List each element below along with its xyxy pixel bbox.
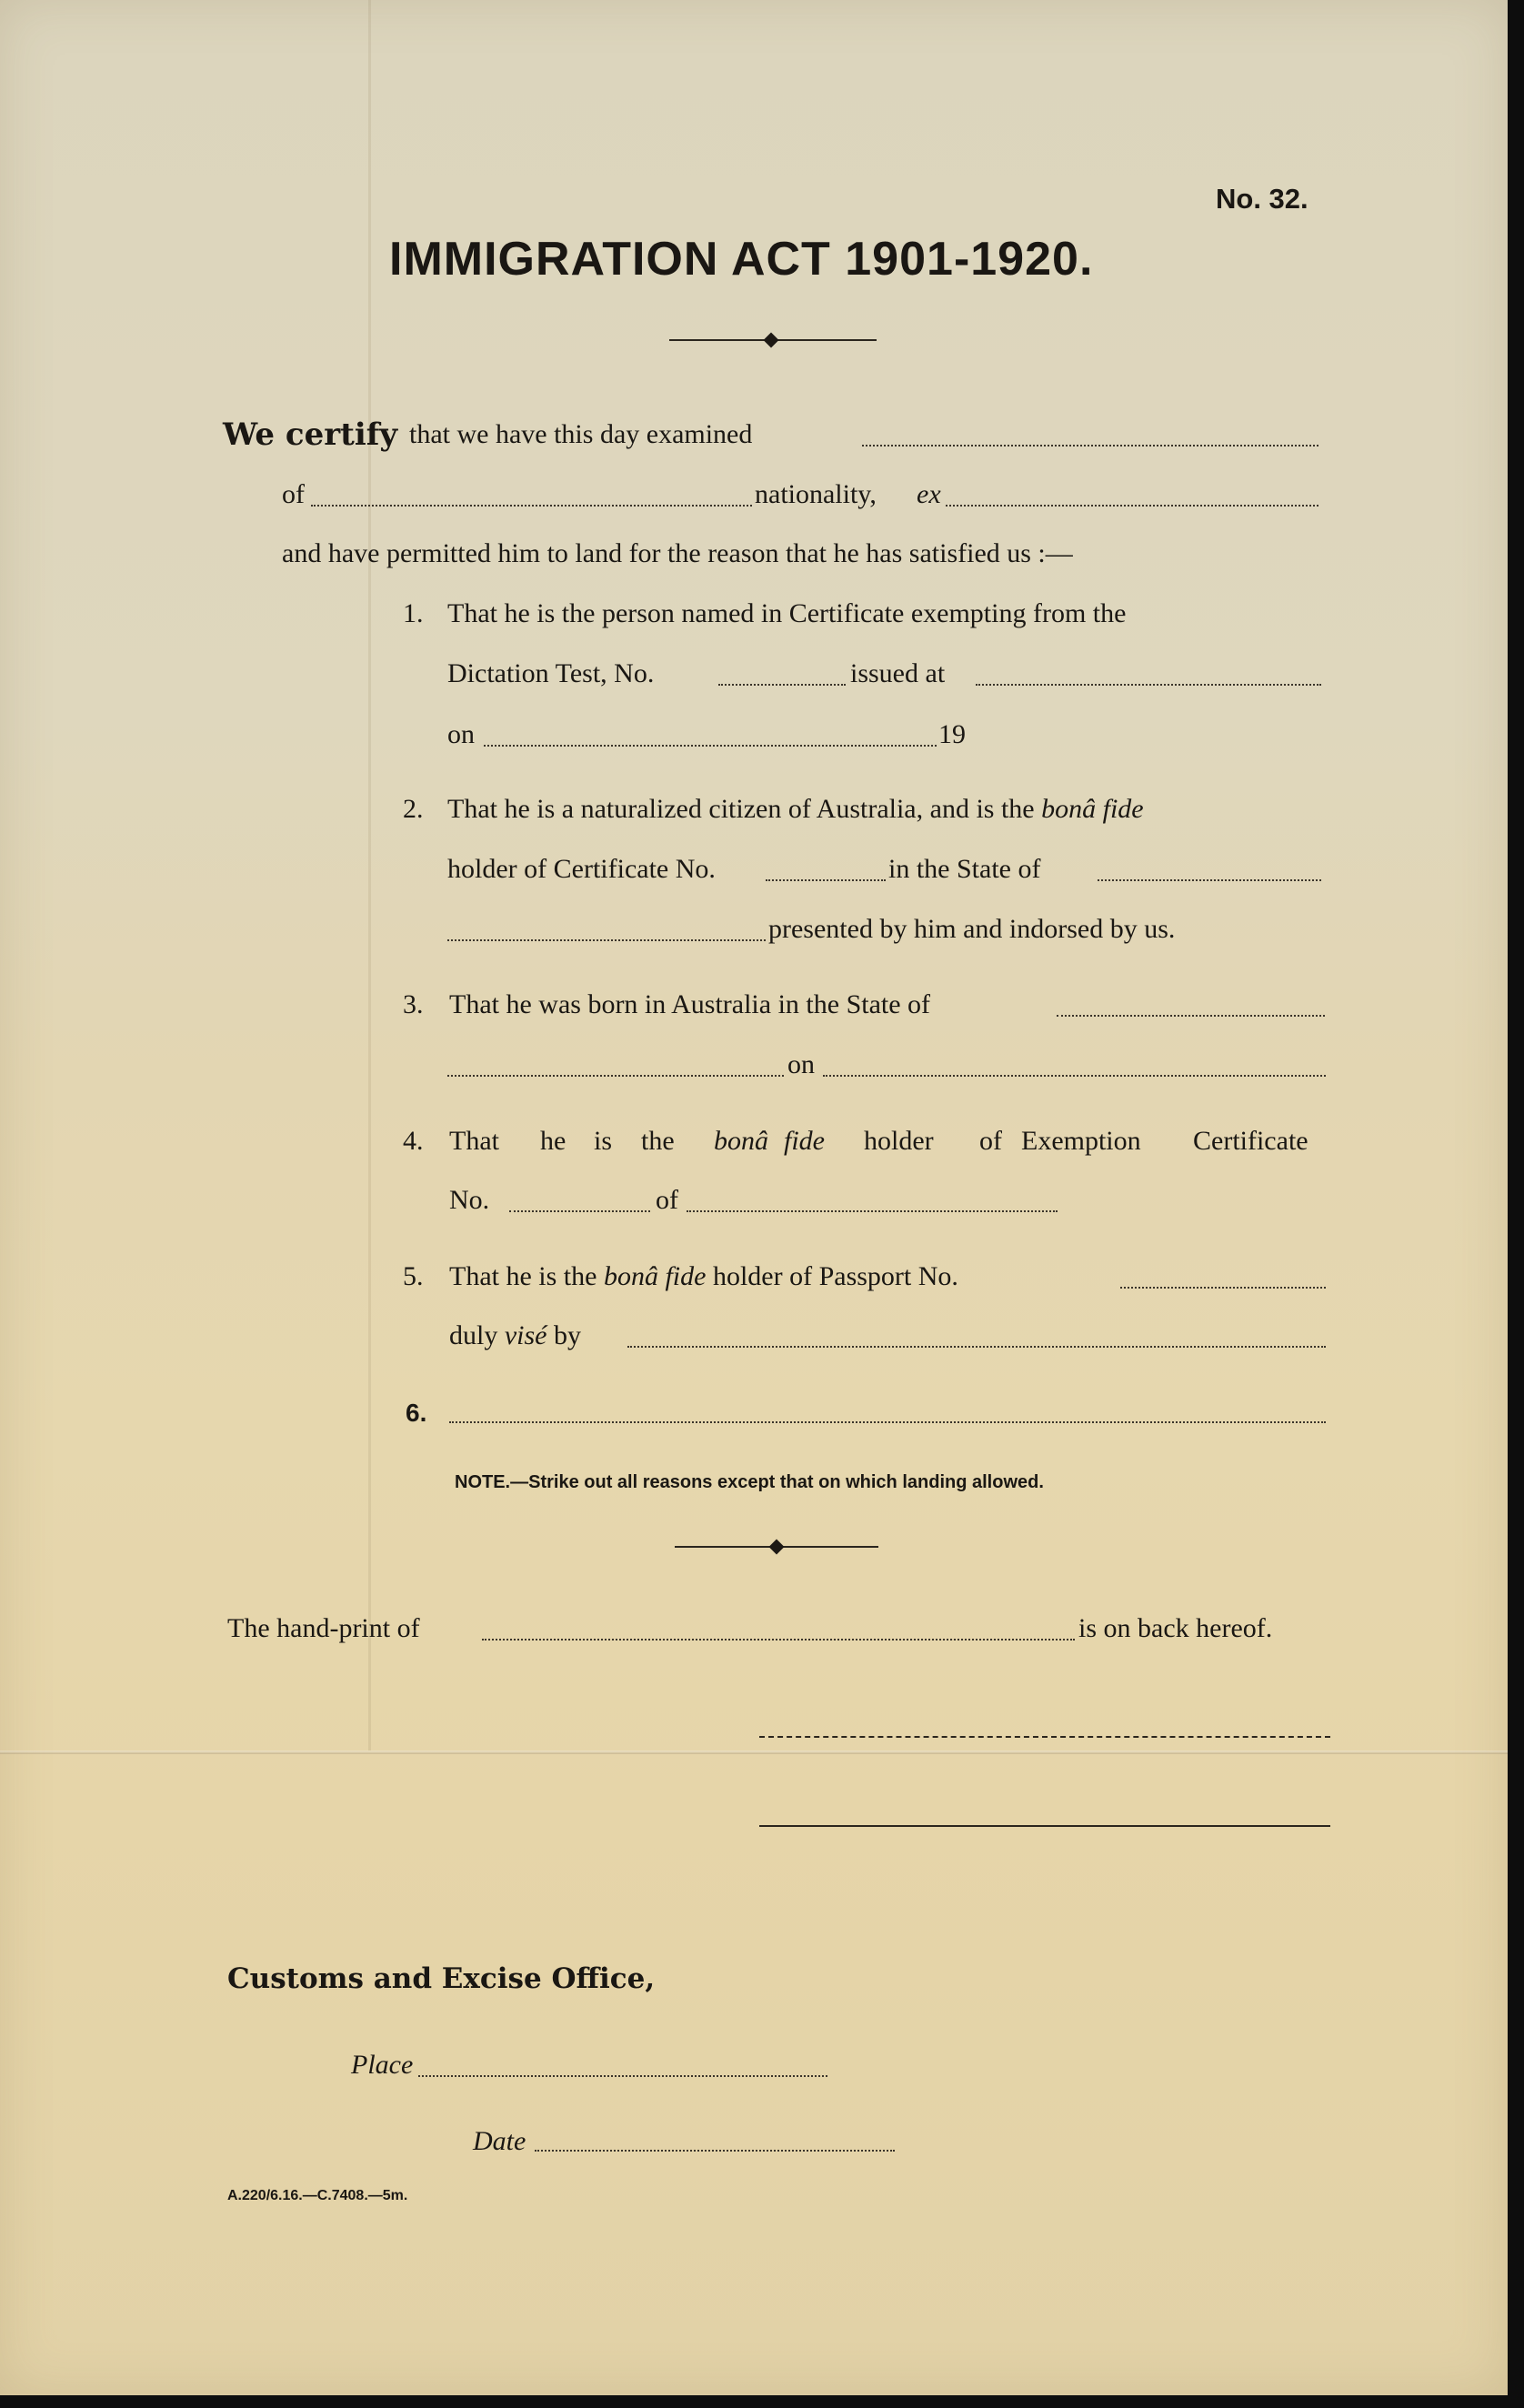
reason-4-number: 4. [403, 1126, 424, 1156]
exemption-no-label: No. [449, 1185, 490, 1215]
reason-4-word-that: That [449, 1126, 499, 1156]
printer-code: A.220/6.16.—C.7408.—5m. [227, 2188, 408, 2203]
reason-4-word-of: of [979, 1126, 1002, 1156]
page-title: IMMIGRATION ACT 1901-1920. [389, 233, 1094, 286]
reason-5-text: That he is the bonâ fide holder of Passport No. [449, 1261, 958, 1291]
state-of-label: in the State of [888, 854, 1041, 884]
ship-field[interactable] [946, 505, 1318, 507]
nationality-label: nationality, [755, 479, 877, 509]
handprint-back-text: is on back hereof. [1078, 1613, 1273, 1643]
reason-6-number: 6. [406, 1399, 427, 1427]
certificate-number-field[interactable] [766, 879, 886, 881]
reason-5-number: 5. [403, 1261, 424, 1291]
reason-1-text: That he is the person named in Certificate exempting from the [447, 598, 1127, 628]
form-number: No. 32. [1216, 183, 1308, 215]
presented-text: presented by him and indorsed by us. [768, 914, 1176, 944]
reason-4-word-fide: fide [784, 1126, 825, 1156]
dictation-test-number-field[interactable] [718, 684, 846, 686]
date-label: Date [473, 2126, 526, 2156]
signature-line-1[interactable] [759, 1736, 1330, 1738]
exemption-of-label: of [656, 1185, 678, 1215]
place-field[interactable] [418, 2075, 827, 2077]
reason-3-number: 3. [403, 989, 424, 1019]
vise-by-field[interactable] [627, 1346, 1326, 1348]
reason-4-word-the: the [641, 1126, 675, 1156]
passport-number-field[interactable] [1120, 1287, 1326, 1289]
handprint-label: The hand-print of [227, 1613, 420, 1643]
reason-6-field[interactable] [449, 1421, 1326, 1423]
certificate-no-label: holder of Certificate No. [447, 854, 716, 884]
of-label: of [282, 479, 305, 509]
dictation-test-label: Dictation Test, No. [447, 658, 655, 688]
permitted-text: and have permitted him to land for the reason that he has satisfied us :— [282, 538, 1073, 568]
birth-date-field[interactable] [823, 1075, 1326, 1077]
place-label: Place [351, 2050, 414, 2080]
duly-vise-label: duly visé by [449, 1320, 581, 1350]
ex-label: ex [917, 479, 941, 509]
origin-field[interactable] [311, 505, 752, 507]
birth-place-field[interactable] [447, 1075, 784, 1077]
examined-text: that we have this day examined [409, 419, 753, 449]
issued-at-field[interactable] [976, 684, 1321, 686]
horizontal-fold-crease [0, 1751, 1508, 1754]
exemption-of-field[interactable] [687, 1210, 1058, 1212]
reason-4-word-is: is [594, 1126, 613, 1156]
reason-2-text: That he is a naturalized citizen of Australia, and is the bonâ fide [447, 794, 1144, 824]
reason-4-word-holder: holder [864, 1126, 934, 1156]
presented-field[interactable] [447, 939, 766, 941]
reason-3-text: That he was born in Australia in the State of [449, 989, 931, 1019]
reason-4-word-he: he [540, 1126, 566, 1156]
handprint-name-field[interactable] [482, 1639, 1075, 1640]
exemption-number-field[interactable] [509, 1210, 650, 1212]
reason-1-number: 1. [403, 598, 424, 628]
we-certify-label: We certify [223, 416, 398, 453]
reason-1-date-field[interactable] [484, 745, 937, 747]
examined-name-field[interactable] [862, 445, 1318, 446]
reason-2-number: 2. [403, 794, 424, 824]
office-title: Customs and Excise Office, [227, 1962, 656, 1995]
reason-4-word-bona: bonâ [714, 1126, 768, 1156]
reason-1-on-label: on [447, 719, 475, 749]
reason-1-year-prefix: 19 [938, 719, 966, 749]
date-field[interactable] [535, 2150, 895, 2152]
vertical-fold-crease [368, 0, 371, 1751]
note-text: NOTE.—Strike out all reasons except that on which landing allowed. [455, 1472, 1044, 1492]
reason-3-on-label: on [787, 1049, 815, 1079]
reason-4-word-exemption: Exemption [1021, 1126, 1141, 1156]
birth-state-field[interactable] [1057, 1015, 1325, 1017]
note-divider-ornament [769, 1540, 785, 1555]
reason-4-word-certificate: Certificate [1193, 1126, 1308, 1156]
issued-at-label: issued at [850, 658, 946, 688]
signature-line-2[interactable] [759, 1825, 1330, 1827]
title-divider-ornament [764, 333, 779, 348]
certificate-state-field[interactable] [1098, 879, 1321, 881]
